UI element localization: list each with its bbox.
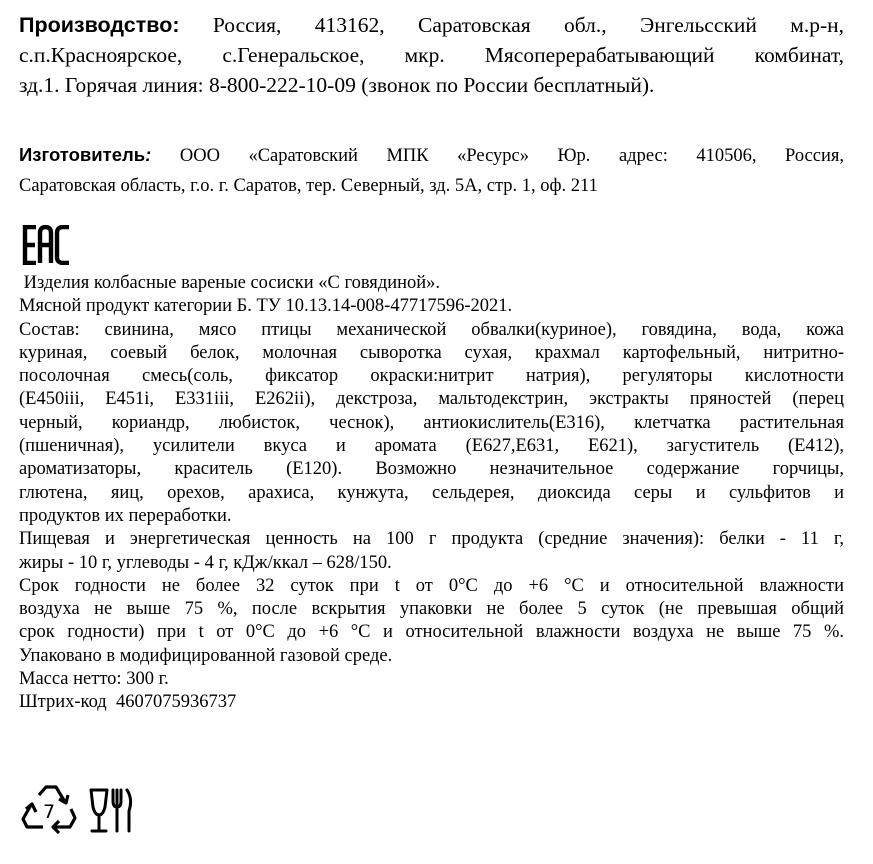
production-label: Производство: bbox=[19, 13, 180, 37]
production-info bbox=[19, 10, 844, 100]
nutrition-line: Пищевая и энергетическая ценность на 100 г продукта (средние значения): белки - 11 г, bbox=[19, 529, 844, 550]
manufacturer-label bbox=[19, 144, 151, 165]
composition-line: ароматизаторы, краситель (Е120). Возможно незначительное содержание горчицы, bbox=[19, 459, 844, 480]
composition-line: (пшеничная), усилители вкуса и аромата (Е627,Е631, Е621), загуститель (Е412), bbox=[19, 436, 844, 457]
manufacturer-label-text: Изготовитель bbox=[19, 144, 146, 165]
barcode: Штрих-код 4607075936737 bbox=[19, 692, 237, 713]
product-category: Мясной продукт категории Б. ТУ 10.13.14-008-47717596-2021. bbox=[19, 296, 513, 317]
shelf-life-line: воздуха не выше 75 %, после вскрытия упаковки не более 5 суток (не превышая общий bbox=[19, 599, 844, 620]
composition-line: глютена, яиц, орехов, арахиса, кунжута, сельдерея, диоксида серы и сульфитов и bbox=[19, 482, 844, 503]
composition-line: посолочная смесь(соль, фиксатор окраски:нитрит натрия), регуляторы кислотности bbox=[19, 366, 844, 387]
manufacturer-line-2: Саратовская область, г.о. г. Саратов, тер. Северный, зд. 5А, стр. 1, оф. 211 bbox=[19, 176, 598, 196]
production-line-3: зд.1. Горячая линия: 8-800-222-10-09 (звонок по России бесплатный). bbox=[19, 73, 655, 97]
nutrition-info bbox=[19, 528, 844, 575]
packaging-note: Упаковано в модифицированной газовой среде. bbox=[19, 645, 393, 666]
composition-line: черный, кориандр, любисток, чеснок), антиокислитель(Е316), клетчатка растительная bbox=[19, 412, 844, 433]
composition-line: куриная, соевый белок, молочная сыворотка сухая, крахмал картофельный, нитритно- bbox=[19, 342, 844, 363]
product-description bbox=[19, 272, 844, 715]
production-line-1 bbox=[19, 10, 844, 40]
composition bbox=[19, 319, 844, 529]
nutrition-line: жиры - 10 г, углеводы - 4 г, кДж/ккал – 628/150. bbox=[19, 552, 392, 573]
manufacturer-info bbox=[19, 140, 844, 201]
composition-line: Состав: свинина, мясо птицы механической обвалки(куриное), говядина, вода, кожа bbox=[19, 319, 844, 340]
eac-certification-icon bbox=[22, 225, 74, 265]
production-address-1: Россия, 413162, Саратовская обл., Энгельсский м.р-н, bbox=[212, 13, 844, 37]
recycling-icon bbox=[23, 787, 75, 833]
manufacturer-line-1 bbox=[19, 140, 844, 171]
shelf-life bbox=[19, 575, 844, 645]
food-safe-icon bbox=[91, 790, 131, 831]
packaging-icons bbox=[19, 785, 139, 840]
shelf-life-line: Срок годности не более 32 суток при t от 0°С до +6 °С и относительной влажности bbox=[19, 575, 844, 596]
production-line-2: с.п.Красноярское, с.Генеральское, мкр. Мясоперерабатывающий комбинат, bbox=[19, 43, 844, 67]
manufacturer-address-1: ООО «Саратовский МПК «Ресурс» Юр. адрес: 410506, Россия, bbox=[179, 146, 844, 166]
composition-line: (Е450iii, Е451i, Е331iii, Е262ii), декстроза, мальтодекстрин, экстракты пряностей (перец bbox=[19, 389, 844, 410]
composition-line: продуктов их переработки. bbox=[19, 505, 232, 526]
net-weight: Масса нетто: 300 г. bbox=[19, 669, 169, 690]
product-name: Изделия колбасные вареные сосиски «С говядиной». bbox=[19, 273, 441, 293]
shelf-life-line: срок годности) при t от 0°С до +6 °С и относительной влажности воздуха не выше 75 %. bbox=[19, 622, 844, 643]
recycling-code: 7 bbox=[42, 801, 56, 823]
manufacturer-colon: : bbox=[145, 144, 152, 165]
